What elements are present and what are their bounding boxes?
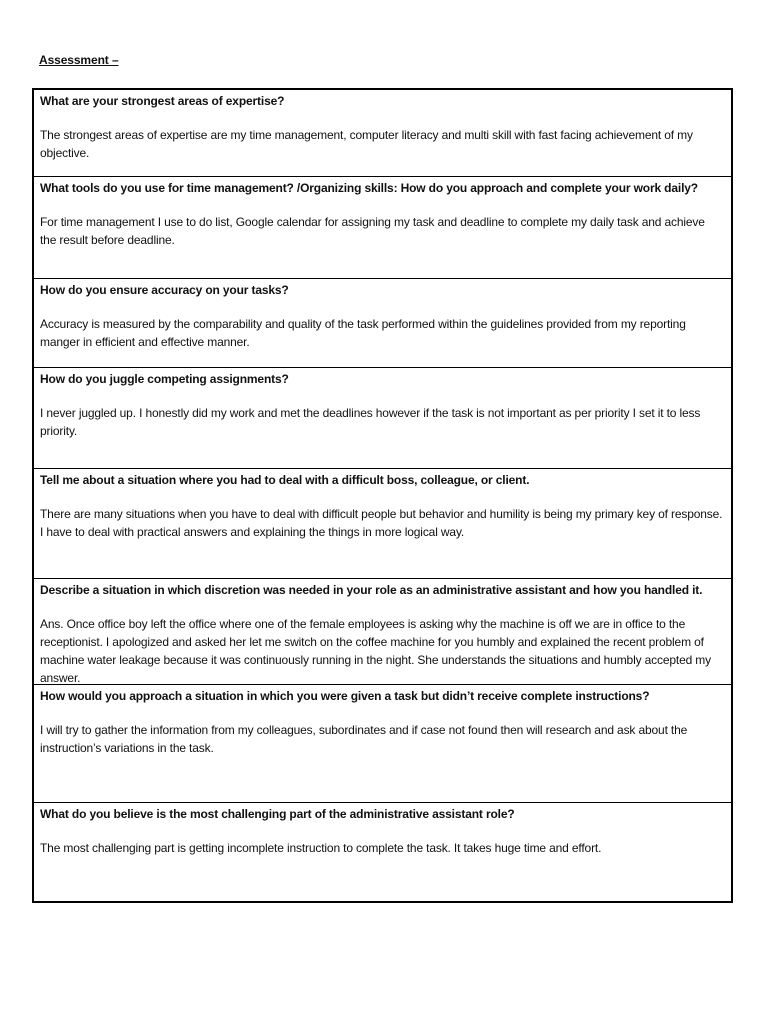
answer-text: The most challenging part is getting incomplete instruction to complete the task. It takes huge time and effort. [40,841,602,855]
answer-text: There are many situations when you have to deal with difficult people but behavior and humility is being my primary key of response. I have to deal with practical answers and explaining the things in more logical way. [40,507,723,539]
answer-text: The strongest areas of expertise are my time management, computer literacy and multi skill with fast facing achievement of my objective. [40,128,693,160]
question-text: Describe a situation in which discretion was needed in your role as an administrative assistant and how you handled it. [40,583,703,597]
question-text: How do you juggle competing assignments? [40,372,289,386]
qa-row [34,802,731,901]
qa-row [34,468,731,578]
question-text: How do you ensure accuracy on your tasks? [40,283,289,297]
question-text: What tools do you use for time management? /Organizing skills: How do you approach and complete your work daily? [40,181,698,195]
question-text: What are your strongest areas of expertise? [40,94,285,108]
answer-text: I will try to gather the information from my colleagues, subordinates and if case not found then will research and ask about the instruction’s variations in the task. [40,723,688,755]
answer-text: For time management I use to do list, Google calendar for assigning my task and deadline to complete my daily task and achieve the result before deadline. [40,215,705,247]
qa-table [32,88,733,903]
answer-text: I never juggled up. I honestly did my work and met the deadlines however if the task is not important as per priority I set it to less priority. [40,406,701,438]
qa-row [34,578,731,684]
qa-row [34,278,731,367]
answer-text: Ans. Once office boy left the office where one of the female employees is asking why the machine is off we are in office to the receptionist. I apologized and asked her let me switch on the coffee machine for you humbly and explained the recent problem of machine water leakage because it was continuously running in the night. She understands the situations and humbly accepted my answer. [40,617,712,684]
question-text: How would you approach a situation in which you were given a task but didn’t receive complete instructions? [40,689,650,703]
page-heading: Assessment – [39,53,119,67]
qa-row [34,90,731,176]
question-text: What do you believe is the most challenging part of the administrative assistant role? [40,807,515,821]
qa-row [34,367,731,468]
question-text: Tell me about a situation where you had to deal with a difficult boss, colleague, or client. [40,473,530,487]
answer-text: Accuracy is measured by the comparability and quality of the task performed within the guidelines provided from my reporting manger in efficient and effective manner. [40,317,686,349]
qa-row [34,176,731,278]
qa-row [34,684,731,802]
